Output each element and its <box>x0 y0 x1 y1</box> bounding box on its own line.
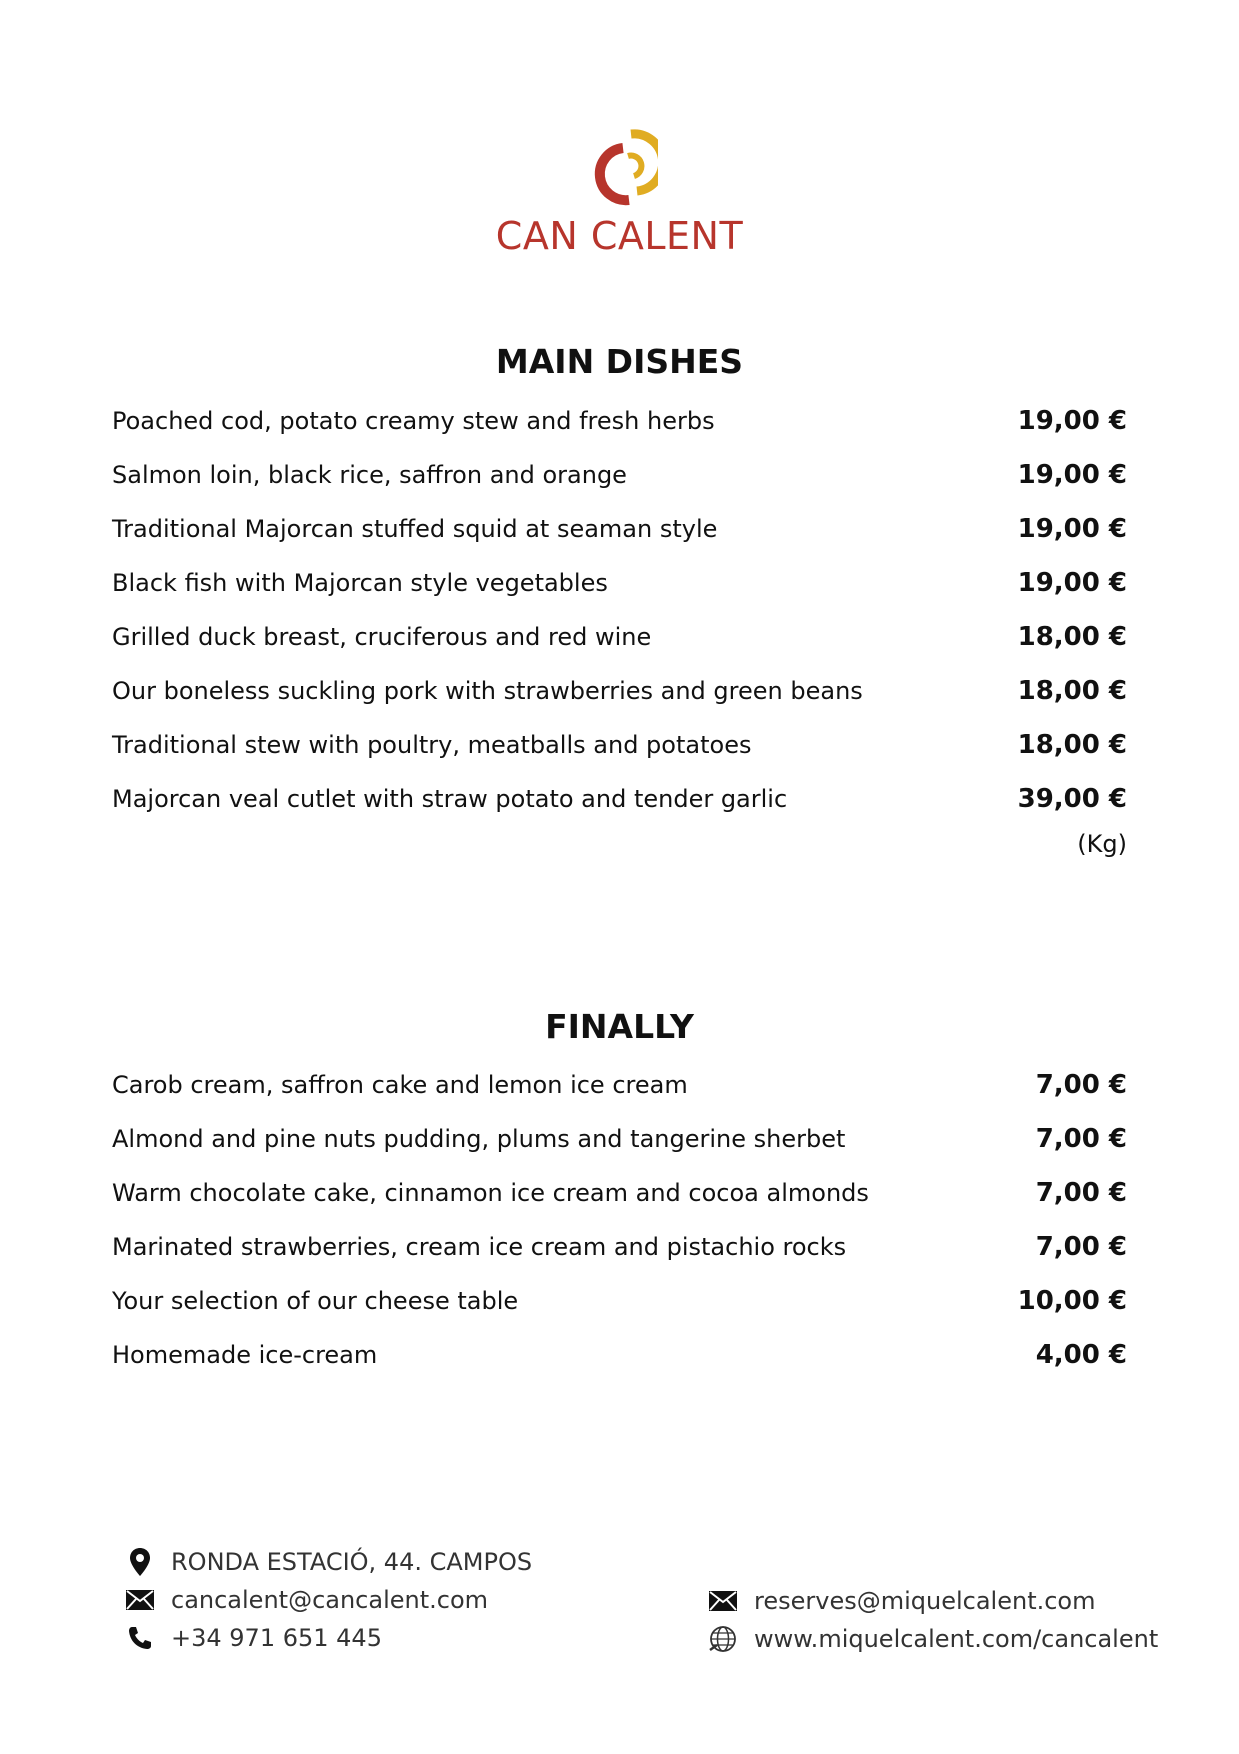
dish-price: 19,00 € <box>1017 514 1127 544</box>
email-link[interactable]: cancalent@cancalent.com <box>171 1586 489 1614</box>
menu-item <box>112 617 1127 657</box>
dessert-name: Carob cream, saffron cake and lemon ice cream <box>112 1071 688 1099</box>
contact-reservations-email[interactable] <box>708 1583 1095 1619</box>
dish-name: Black fish with Majorcan style vegetables <box>112 569 608 597</box>
contact-address <box>125 1544 532 1580</box>
dessert-price: 7,00 € <box>1035 1178 1127 1208</box>
envelope-icon <box>708 1586 738 1616</box>
price-unit-note: (Kg) <box>1077 830 1127 858</box>
dessert-price: 7,00 € <box>1035 1070 1127 1100</box>
dish-price: 19,00 € <box>1017 406 1127 436</box>
menu-item <box>112 1065 1127 1105</box>
menu-item <box>112 563 1127 603</box>
menu-item <box>112 725 1127 765</box>
dish-name: Our boneless suckling pork with strawberries and green beans <box>112 677 863 705</box>
menu-item <box>112 1173 1127 1213</box>
dessert-name: Homemade ice-cream <box>112 1341 378 1369</box>
dish-price: 39,00 € <box>1017 784 1127 814</box>
dish-name: Salmon loin, black rice, saffron and orange <box>112 461 627 489</box>
menu-item <box>112 1281 1127 1321</box>
website-link[interactable]: www.miquelcalent.com/cancalent <box>754 1625 1159 1653</box>
menu-item <box>112 1119 1127 1159</box>
dish-name: Grilled duck breast, cruciferous and red wine <box>112 623 652 651</box>
contact-phone[interactable] <box>125 1620 382 1656</box>
menu-item <box>112 455 1127 495</box>
menu-item <box>112 671 1127 711</box>
menu-item <box>112 779 1127 819</box>
dish-name: Poached cod, potato creamy stew and fresh herbs <box>112 407 715 435</box>
globe-icon <box>708 1624 738 1654</box>
dish-name: Traditional Majorcan stuffed squid at seaman style <box>112 515 718 543</box>
menu-item <box>112 1227 1127 1267</box>
section-title-main-dishes: MAIN DISHES <box>495 342 744 381</box>
phone-number[interactable]: +34 971 651 445 <box>171 1624 382 1652</box>
envelope-icon <box>125 1585 155 1615</box>
address-text: RONDA ESTACIÓ, 44. CAMPOS <box>171 1548 533 1576</box>
dessert-name: Marinated strawberries, cream ice cream and pistachio rocks <box>112 1233 847 1261</box>
dessert-price: 4,00 € <box>1035 1340 1127 1370</box>
contact-email[interactable] <box>125 1582 488 1618</box>
contact-website[interactable] <box>708 1621 1158 1657</box>
section-title-finally: FINALLY <box>545 1007 694 1046</box>
menu-item <box>112 509 1127 549</box>
location-pin-icon <box>125 1547 155 1577</box>
menu-item <box>112 1335 1127 1375</box>
dish-price: 19,00 € <box>1017 568 1127 598</box>
dessert-price: 7,00 € <box>1035 1232 1127 1262</box>
dessert-name: Your selection of our cheese table <box>112 1287 519 1315</box>
dish-name: Traditional stew with poultry, meatballs and potatoes <box>112 731 752 759</box>
dish-name: Majorcan veal cutlet with straw potato and tender garlic <box>112 785 788 813</box>
dessert-price: 7,00 € <box>1035 1124 1127 1154</box>
logo-mark-icon <box>582 126 658 210</box>
menu-item <box>112 401 1127 441</box>
brand-name: CAN CALENT <box>495 214 744 258</box>
dish-price: 18,00 € <box>1017 622 1127 652</box>
dish-price: 18,00 € <box>1017 730 1127 760</box>
reservations-email-link[interactable]: reserves@miquelcalent.com <box>754 1587 1096 1615</box>
dessert-name: Almond and pine nuts pudding, plums and tangerine sherbet <box>112 1125 846 1153</box>
phone-icon <box>125 1623 155 1653</box>
dessert-price: 10,00 € <box>1017 1286 1127 1316</box>
dessert-name: Warm chocolate cake, cinnamon ice cream and cocoa almonds <box>112 1179 869 1207</box>
brand-logo <box>0 126 1239 210</box>
dish-price: 18,00 € <box>1017 676 1127 706</box>
dish-price: 19,00 € <box>1017 460 1127 490</box>
